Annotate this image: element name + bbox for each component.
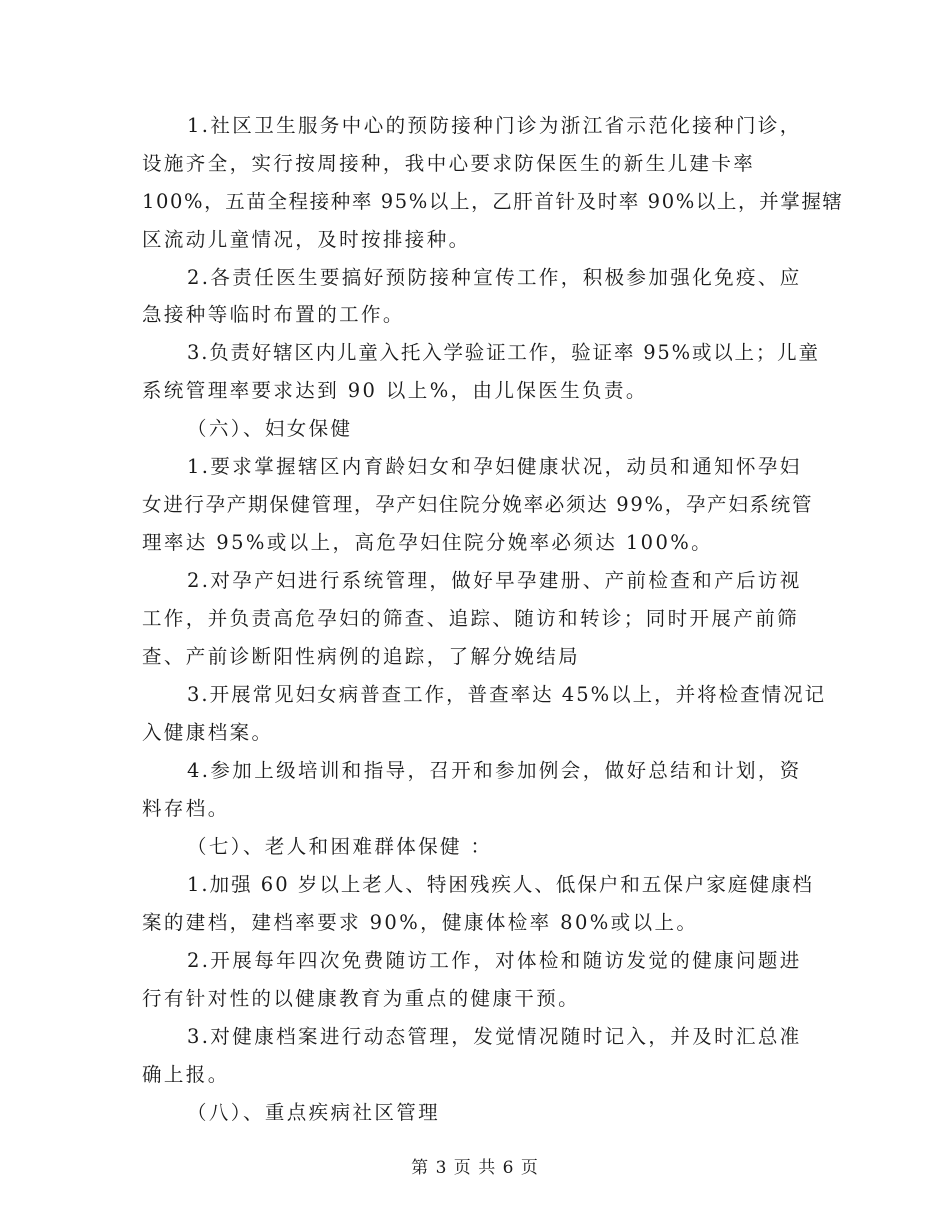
paragraph-line: 100%，五苗全程接种率 95%以上，乙肝首针及时率 90%以上，并掌握辖 [142, 190, 844, 213]
paragraph-line: 女进行孕产期保健管理，孕产妇住院分娩率必须达 99%，孕产妇系统管 [142, 493, 814, 516]
paragraph-line: 料存档。 [142, 797, 230, 820]
section-heading: （六）、妇女保健 [187, 417, 353, 440]
paragraph-line: 2.开展每年四次免费随访工作，对体检和随访发觉的健康问题进 [187, 949, 802, 972]
paragraph-line: 3.负责好辖区内儿童入托入学验证工作，验证率 95%或以上；儿童 [187, 341, 820, 364]
paragraph-line: 设施齐全，实行按周接种，我中心要求防保医生的新生儿建卡率 [142, 152, 756, 175]
paragraph-line: 案的建档，建档率要求 90%，健康体检率 80%或以上。 [142, 911, 699, 934]
paragraph-line: 1.社区卫生服务中心的预防接种门诊为浙江省示范化接种门诊， [187, 114, 802, 137]
paragraph-line: 急接种等临时布置的工作。 [142, 303, 405, 326]
paragraph-line: 确上报。 [142, 1063, 230, 1086]
paragraph-line: 1.加强 60 岁以上老人、特困残疾人、低保户和五保户家庭健康档 [187, 873, 814, 896]
paragraph-line: 4.参加上级培训和指导，召开和参加例会，做好总结和计划，资 [187, 759, 802, 782]
paragraph-line: 3.开展常见妇女病普查工作，普查率达 45%以上，并将检查情况记 [187, 683, 827, 706]
paragraph-line: 系统管理率要求达到 90 以上%，由儿保医生负责。 [142, 379, 648, 402]
page-number-footer: 第 3 页 共 6 页 [411, 1158, 539, 1178]
paragraph-line: 入健康档案。 [142, 721, 274, 744]
paragraph-line: 行有针对性的以健康教育为重点的健康干预。 [142, 987, 581, 1010]
paragraph-line: 工作，并负责高危孕妇的筛查、追踪、随访和转诊；同时开展产前筛 [142, 607, 800, 630]
paragraph-line: 查、产前诊断阳性病例的追踪，了解分娩结局 [142, 645, 581, 668]
paragraph-line: 3.对健康档案进行动态管理，发觉情况随时记入，并及时汇总准 [187, 1025, 802, 1048]
section-heading: （七）、老人和困难群体保健 ： [187, 835, 493, 858]
paragraph-line: 理率达 95%或以上，高危孕妇住院分娩率必须达 100%。 [142, 531, 714, 554]
section-heading: （八）、重点疾病社区管理 [187, 1101, 441, 1124]
paragraph-line: 区流动儿童情况，及时按排接种。 [142, 228, 471, 251]
paragraph-line: 2.各责任医生要搞好预防接种宣传工作，积极参加强化免疫、应 [187, 266, 802, 289]
paragraph-line: 2.对孕产妇进行系统管理，做好早孕建册、产前检查和产后访视 [187, 569, 802, 592]
paragraph-line: 1.要求掌握辖区内育龄妇女和孕妇健康状况，动员和通知怀孕妇 [187, 455, 802, 478]
